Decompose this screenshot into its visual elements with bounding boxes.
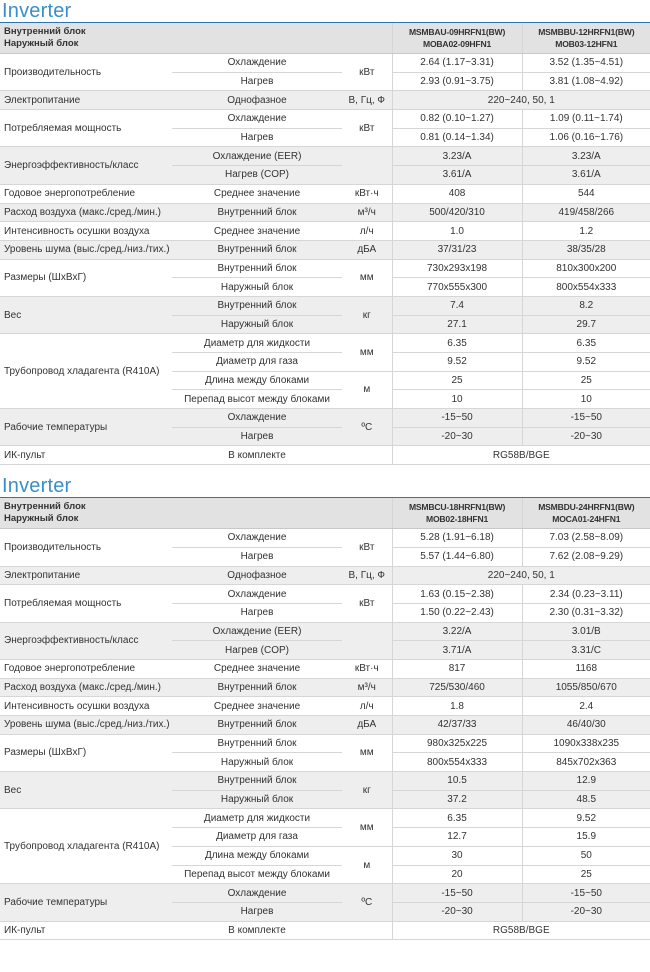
value-model-2: 10	[522, 390, 650, 409]
table-row	[0, 54, 650, 73]
unit-cell	[342, 446, 392, 465]
model-1-header	[392, 498, 522, 529]
value-model-2: 7.03 (2.58~8.09)	[522, 529, 650, 548]
param-sublabel: Диаметр для жидкости	[172, 334, 342, 353]
value-model-1: 980x325x225	[392, 734, 522, 753]
model-2-header	[522, 498, 650, 529]
value-model-2: 2.4	[522, 697, 650, 716]
value-model-1: 1.50 (0.22~2.43)	[392, 603, 522, 622]
param-sublabel: Внутренний блок	[172, 716, 342, 735]
unit-cell: кВт	[342, 529, 392, 566]
param-sublabel: Нагрев	[172, 72, 342, 91]
param-sublabel: Нагрев	[172, 128, 342, 147]
value-model-2: 419/458/266	[522, 203, 650, 222]
table-header-row	[0, 23, 650, 54]
value-model-2: 544	[522, 184, 650, 203]
value-model-2: 3.01/B	[522, 622, 650, 641]
value-model-1: 6.35	[392, 809, 522, 828]
value-model-2: 1168	[522, 659, 650, 678]
unit-cell: дБА	[342, 716, 392, 735]
param-sublabel: Охлаждение	[172, 54, 342, 73]
value-model-2: 3.81 (1.08~4.92)	[522, 72, 650, 91]
table-row	[0, 659, 650, 678]
table-row	[0, 585, 650, 604]
value-model-1: 12.7	[392, 828, 522, 847]
param-label: Вес	[0, 296, 172, 333]
param-label: Годовое энергопотребление	[0, 184, 172, 203]
param-sublabel: Охлаждение (EER)	[172, 622, 342, 641]
param-sublabel: В комплекте	[172, 446, 342, 465]
param-sublabel: Внутренний блок	[172, 203, 342, 222]
param-sublabel: Среднее значение	[172, 659, 342, 678]
value-model-2: 48.5	[522, 790, 650, 809]
value-model-2: 12.9	[522, 772, 650, 791]
param-sublabel: Диаметр для жидкости	[172, 809, 342, 828]
param-sublabel: Нагрев	[172, 902, 342, 921]
unit-cell: мм	[342, 259, 392, 296]
table-row	[0, 259, 650, 278]
param-sublabel: Среднее значение	[172, 222, 342, 241]
unit-cell: м³/ч	[342, 678, 392, 697]
param-sublabel: Охлаждение	[172, 409, 342, 428]
value-model-2: 2.30 (0.31~3.32)	[522, 603, 650, 622]
param-sublabel: Охлаждение	[172, 585, 342, 604]
param-label: Годовое энергопотребление	[0, 659, 172, 678]
table-row	[0, 772, 650, 791]
value-model-2: 1.06 (0.16~1.76)	[522, 128, 650, 147]
param-sublabel: Наружный блок	[172, 753, 342, 772]
value-model-2: 50	[522, 846, 650, 865]
param-sublabel: Однофазное	[172, 91, 342, 110]
unit-cell: кг	[342, 296, 392, 333]
param-label: ИК-пульт	[0, 446, 172, 465]
value-model-2: -15~50	[522, 884, 650, 903]
value-model-1: 2.93 (0.91~3.75)	[392, 72, 522, 91]
table-row	[0, 409, 650, 428]
param-sublabel: Охлаждение	[172, 884, 342, 903]
param-label: Энергоэффективность/класс	[0, 622, 172, 659]
table-row	[0, 809, 650, 828]
value-model-2: -20~30	[522, 902, 650, 921]
value-model-2: 3.61/A	[522, 166, 650, 185]
table-row	[0, 566, 650, 585]
table-row	[0, 147, 650, 166]
unit-cell: В, Гц, Ф	[342, 91, 392, 110]
value-model-1: 27.1	[392, 315, 522, 334]
value-model-2: 29.7	[522, 315, 650, 334]
param-sublabel: Перепад высот между блоками	[172, 390, 342, 409]
spec-table	[0, 22, 650, 465]
unit-cell: кВт	[342, 110, 392, 147]
param-label: Электропитание	[0, 91, 172, 110]
model-2-outdoor: MOCA01-24HFN1	[552, 514, 621, 525]
param-sublabel: Внутренний блок	[172, 678, 342, 697]
value-model-1: 10.5	[392, 772, 522, 791]
value-model-2: 1.09 (0.11~1.74)	[522, 110, 650, 129]
unit-cell: м	[342, 846, 392, 883]
value-model-1: 1.63 (0.15~2.38)	[392, 585, 522, 604]
param-label: Рабочие температуры	[0, 409, 172, 446]
table-row	[0, 446, 650, 465]
value-model-2: -15~50	[522, 409, 650, 428]
value-model-2: 25	[522, 865, 650, 884]
value-model-2: 38/35/28	[522, 240, 650, 259]
value-model-2: 3.23/A	[522, 147, 650, 166]
spec-section	[0, 475, 650, 940]
table-row	[0, 184, 650, 203]
section-title: Inverter	[2, 475, 72, 498]
outdoor-unit-label: Наружный блок	[4, 38, 79, 49]
param-label: Потребляемая мощность	[0, 110, 172, 147]
table-row	[0, 91, 650, 110]
model-2-indoor: MSMBDU-24HRFN1(BW)	[538, 502, 635, 513]
value-model-2: 1090x338x235	[522, 734, 650, 753]
value-shared: 220~240, 50, 1	[392, 566, 650, 585]
value-model-1: 0.81 (0.14~1.34)	[392, 128, 522, 147]
value-model-1: 42/37/33	[392, 716, 522, 735]
param-sublabel: Диаметр для газа	[172, 828, 342, 847]
table-row	[0, 622, 650, 641]
value-model-1: 3.23/A	[392, 147, 522, 166]
value-model-2: 6.35	[522, 334, 650, 353]
header-units-label	[0, 498, 392, 529]
table-row	[0, 529, 650, 548]
param-label: Рабочие температуры	[0, 884, 172, 921]
unit-cell: кг	[342, 772, 392, 809]
param-sublabel: Нагрев	[172, 427, 342, 446]
model-2-outdoor: MOB03-12HFN1	[555, 39, 618, 49]
param-sublabel: Нагрев	[172, 603, 342, 622]
value-shared: RG58B/BGE	[392, 921, 650, 940]
table-row	[0, 222, 650, 241]
outdoor-unit-label: Наружный блок	[4, 513, 79, 525]
unit-cell: ºC	[342, 884, 392, 921]
param-label: Трубопровод хладагента (R410A)	[0, 809, 172, 884]
model-1-indoor: MSMBCU-18HRFN1(BW)	[408, 502, 506, 513]
value-model-2: 25	[522, 371, 650, 390]
value-model-1: 500/420/310	[392, 203, 522, 222]
unit-cell: мм	[342, 334, 392, 371]
table-row	[0, 110, 650, 129]
indoor-unit-label: Внутренний блок	[4, 501, 86, 513]
value-model-1: -20~30	[392, 427, 522, 446]
param-sublabel: Длина между блоками	[172, 846, 342, 865]
unit-cell: кВт	[342, 54, 392, 91]
value-model-2: 800x554x333	[522, 278, 650, 297]
spec-table	[0, 497, 650, 940]
unit-cell	[342, 622, 392, 659]
unit-cell: л/ч	[342, 697, 392, 716]
value-model-1: 37/31/23	[392, 240, 522, 259]
table-row	[0, 716, 650, 735]
unit-cell	[342, 921, 392, 940]
param-label: Расход воздуха (макс./сред./мин.)	[0, 203, 172, 222]
model-1-outdoor: MOBA02-09HFN1	[422, 39, 492, 49]
value-model-1: 2.64 (1.17~3.31)	[392, 54, 522, 73]
param-sublabel: Нагрев (COP)	[172, 166, 342, 185]
value-model-1: -15~50	[392, 409, 522, 428]
param-sublabel: Среднее значение	[172, 184, 342, 203]
table-row	[0, 240, 650, 259]
value-model-2: 15.9	[522, 828, 650, 847]
value-model-2: 9.52	[522, 353, 650, 372]
value-model-2: -20~30	[522, 427, 650, 446]
param-sublabel: Внутренний блок	[172, 296, 342, 315]
param-sublabel: Наружный блок	[172, 278, 342, 297]
value-model-1: 0.82 (0.10~1.27)	[392, 110, 522, 129]
value-model-1: 20	[392, 865, 522, 884]
value-model-2: 1.2	[522, 222, 650, 241]
param-label: Расход воздуха (макс./сред./мин.)	[0, 678, 172, 697]
value-model-1: 10	[392, 390, 522, 409]
value-model-1: 5.28 (1.91~6.18)	[392, 529, 522, 548]
value-model-1: 6.35	[392, 334, 522, 353]
value-model-1: 25	[392, 371, 522, 390]
value-model-2: 1055/850/670	[522, 678, 650, 697]
param-label: Размеры (ШxВxГ)	[0, 259, 172, 296]
unit-cell: ºC	[342, 409, 392, 446]
table-row	[0, 921, 650, 940]
param-sublabel: Наружный блок	[172, 790, 342, 809]
value-model-1: 408	[392, 184, 522, 203]
header-units-label	[0, 23, 392, 54]
value-model-2: 845x702x363	[522, 753, 650, 772]
param-label: ИК-пульт	[0, 921, 172, 940]
unit-cell: В, Гц, Ф	[342, 566, 392, 585]
value-model-2: 2.34 (0.23~3.11)	[522, 585, 650, 604]
value-model-1: 730x293x198	[392, 259, 522, 278]
table-row	[0, 678, 650, 697]
value-model-1: 800x554x333	[392, 753, 522, 772]
value-model-2: 8.2	[522, 296, 650, 315]
value-model-2: 810x300x200	[522, 259, 650, 278]
param-sublabel: Длина между блоками	[172, 371, 342, 390]
value-model-1: 30	[392, 846, 522, 865]
param-label: Уровень шума (выс./сред./низ./тих.)	[0, 716, 172, 735]
model-2-header	[522, 23, 650, 54]
param-sublabel: Внутренний блок	[172, 240, 342, 259]
model-2-indoor: MSMBBU-12HRFN1(BW)	[538, 27, 635, 37]
unit-cell: мм	[342, 734, 392, 771]
param-sublabel: Диаметр для газа	[172, 353, 342, 372]
table-row	[0, 296, 650, 315]
value-model-1: 3.61/A	[392, 166, 522, 185]
unit-cell: м³/ч	[342, 203, 392, 222]
value-model-1: -20~30	[392, 902, 522, 921]
param-label: Интенсивность осушки воздуха	[0, 697, 172, 716]
unit-cell: м	[342, 371, 392, 408]
value-model-1: 817	[392, 659, 522, 678]
value-model-1: 770x555x300	[392, 278, 522, 297]
value-model-1: 5.57 (1.44~6.80)	[392, 547, 522, 566]
value-model-1: 725/530/460	[392, 678, 522, 697]
value-model-2: 3.31/C	[522, 641, 650, 660]
value-model-2: 3.52 (1.35~4.51)	[522, 54, 650, 73]
value-model-1: 3.71/A	[392, 641, 522, 660]
param-sublabel: Среднее значение	[172, 697, 342, 716]
param-label: Вес	[0, 772, 172, 809]
param-sublabel: Перепад высот между блоками	[172, 865, 342, 884]
unit-cell: кВт·ч	[342, 659, 392, 678]
value-model-1: 1.8	[392, 697, 522, 716]
table-row	[0, 734, 650, 753]
value-shared: RG58B/BGE	[392, 446, 650, 465]
param-label: Интенсивность осушки воздуха	[0, 222, 172, 241]
param-sublabel: Внутренний блок	[172, 734, 342, 753]
value-model-2: 46/40/30	[522, 716, 650, 735]
param-label: Электропитание	[0, 566, 172, 585]
unit-cell: дБА	[342, 240, 392, 259]
unit-cell: кВт·ч	[342, 184, 392, 203]
unit-cell: мм	[342, 809, 392, 846]
param-label: Производительность	[0, 529, 172, 566]
unit-cell: кВт	[342, 585, 392, 622]
param-label: Трубопровод хладагента (R410A)	[0, 334, 172, 409]
param-sublabel: В комплекте	[172, 921, 342, 940]
unit-cell	[342, 147, 392, 184]
param-label: Производительность	[0, 54, 172, 91]
spec-section	[0, 0, 650, 465]
value-model-1: 37.2	[392, 790, 522, 809]
table-row	[0, 203, 650, 222]
value-model-1: 9.52	[392, 353, 522, 372]
param-sublabel: Внутренний блок	[172, 772, 342, 791]
param-sublabel: Наружный блок	[172, 315, 342, 334]
section-title: Inverter	[2, 0, 72, 22]
param-sublabel: Охлаждение	[172, 110, 342, 129]
table-row	[0, 697, 650, 716]
unit-cell: л/ч	[342, 222, 392, 241]
param-label: Уровень шума (выс./сред./низ./тих.)	[0, 240, 172, 259]
param-sublabel: Однофазное	[172, 566, 342, 585]
param-label: Потребляемая мощность	[0, 585, 172, 622]
param-sublabel: Внутренний блок	[172, 259, 342, 278]
value-model-1: -15~50	[392, 884, 522, 903]
model-1-indoor: MSMBAU-09HRFN1(BW)	[408, 27, 506, 37]
param-sublabel: Охлаждение	[172, 529, 342, 548]
value-model-1: 3.22/A	[392, 622, 522, 641]
value-model-2: 7.62 (2.08~9.29)	[522, 547, 650, 566]
value-model-1: 1.0	[392, 222, 522, 241]
table-row	[0, 334, 650, 353]
table-header-row	[0, 498, 650, 529]
model-1-outdoor: MOB02-18HFN1	[425, 514, 489, 525]
value-model-1: 7.4	[392, 296, 522, 315]
model-1-header	[392, 23, 522, 54]
value-shared: 220~240, 50, 1	[392, 91, 650, 110]
param-label: Энергоэффективность/класс	[0, 147, 172, 184]
param-sublabel: Нагрев (COP)	[172, 641, 342, 660]
param-sublabel: Охлаждение (EER)	[172, 147, 342, 166]
indoor-unit-label: Внутренний блок	[4, 26, 86, 37]
param-label: Размеры (ШxВxГ)	[0, 734, 172, 771]
value-model-2: 9.52	[522, 809, 650, 828]
table-row	[0, 884, 650, 903]
param-sublabel: Нагрев	[172, 547, 342, 566]
